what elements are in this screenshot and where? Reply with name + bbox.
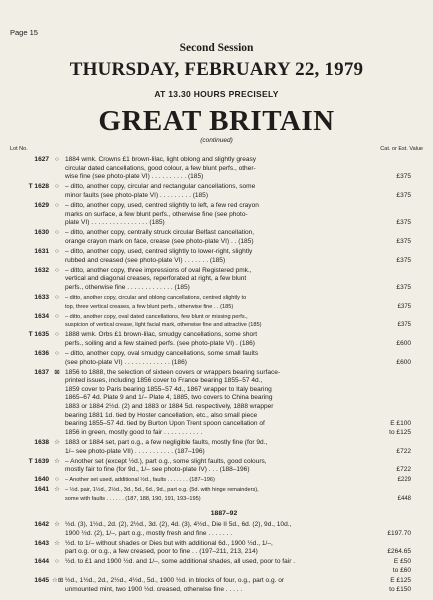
- lot-number: 1643: [34, 539, 49, 547]
- lot-value: [369, 577, 421, 594]
- lot-group-c: [0, 331, 433, 476]
- description-line: 1884 wmk. Crowns £1 brown-lilac, light oblong and slightly greasy: [65, 156, 257, 163]
- lot-value: [369, 369, 421, 438]
- description-line: plate VI) . . . . . . . . . . . . . . . . (185): [65, 219, 165, 227]
- sale-time: AT 13.30 HOURS PRECISELY: [154, 89, 279, 99]
- lot-description: [62, 248, 369, 265]
- lot-row: [0, 313, 433, 330]
- lot-value: [369, 248, 421, 265]
- value-line: £197.70: [387, 529, 411, 537]
- lot-row: [0, 156, 433, 182]
- value-line: [369, 229, 411, 238]
- lot-row: [0, 331, 433, 348]
- condition-symbol: ○: [55, 558, 59, 566]
- description-line: (see photo-plate VI) . . . . . . . . . . . . . (186): [65, 358, 187, 366]
- lot-description: [62, 540, 369, 557]
- lot-list: [0, 156, 433, 596]
- lot-number: 1632: [34, 266, 49, 274]
- description-line: ½d. (3), 1½d., 2d. (2), 2½d., 3d. (2), 4d. (3), 4½d., Die II 5d., 6d. (2), 9d., 10d.,: [65, 521, 292, 529]
- lot-number: 1642: [34, 521, 49, 529]
- lot-value: [369, 521, 421, 538]
- lot-row: [0, 558, 433, 575]
- description-line: 1883 or 1884 2½d. (2) and 1883 or 1884 5d. respectively, 1888 wrapper: [65, 403, 274, 411]
- value-line: £375: [396, 219, 411, 227]
- value-line: £264.65: [387, 548, 411, 556]
- description-line: ½d., 1½d., 2d., 2½d., 4½d., 5d., 1900 ½d. in blocks of four, o.g., part o.g. or: [65, 577, 285, 585]
- value-line: [369, 165, 411, 174]
- row-gap: [0, 594, 433, 596]
- description-line: – ditto, another copy, used, centred slightly to lower-right, slightly: [65, 247, 253, 255]
- lot-number: 1637: [34, 368, 49, 376]
- value-line: £600: [396, 358, 411, 366]
- lot-group-d: [0, 476, 433, 505]
- lot-value: [369, 458, 421, 475]
- value-line: [369, 211, 411, 220]
- lot-value: [369, 294, 421, 311]
- lot-value: [369, 229, 421, 246]
- session-title: Second Session: [179, 42, 254, 54]
- value-line: [369, 248, 411, 257]
- description-line: circular dated cancellations, good colour, a few blunt perfs., other-: [65, 164, 256, 172]
- value-line: £448: [397, 495, 411, 502]
- condition-symbol: ☆: [54, 521, 60, 529]
- lot-row: [0, 521, 433, 538]
- value-line: £375: [396, 191, 411, 199]
- lot-row: [0, 183, 433, 200]
- period-heading: 1887–92: [210, 510, 238, 518]
- lot-row: [0, 486, 433, 503]
- description-line: 1856 to 1888, the selection of sixteen covers or wrappers bearing surface-: [65, 368, 281, 376]
- lot-number: T 1635: [28, 331, 49, 339]
- description-line: 1888 wmk. Orbs £1 brown-lilac, smudgy cancellations, some short: [65, 331, 258, 339]
- lot-number: 1644: [34, 558, 49, 566]
- lot-description: [62, 521, 369, 538]
- description-line: – ditto, another copy, oval smudgy cancellations, some small faults: [65, 349, 259, 357]
- lot-description: [62, 156, 369, 182]
- condition-symbol: ○: [55, 349, 59, 357]
- value-line: [369, 403, 411, 412]
- lot-group-e: [0, 521, 433, 596]
- value-line: [369, 331, 411, 340]
- description-line: bearing 1855–57 4d. tied by Burton Upon Trent spoon cancellation of: [65, 420, 265, 428]
- condition-symbol: ○: [55, 183, 59, 191]
- description-line: ½d. to £1 and 1900 ½d. and 1/–, some additional shades, all used, poor to fair .: [65, 558, 296, 566]
- value-line: E £100: [390, 420, 411, 428]
- condition-symbol: ☆: [54, 539, 60, 547]
- lot-number: T 1628: [28, 183, 49, 191]
- description-line: – Another set used, additional ½d., faults . . . . . . . (187–196): [65, 477, 215, 484]
- value-line: to £60: [392, 567, 411, 575]
- value-line: £375: [396, 283, 411, 291]
- value-line: £375: [396, 256, 411, 264]
- condition-symbol: ○: [55, 156, 59, 163]
- description-line: – Another set (except ½d.), part o.g., some slight faults, good colours,: [65, 457, 267, 465]
- value-header: Cat. or Est. Value: [380, 146, 423, 152]
- value-line: [369, 521, 411, 530]
- lot-number: 1627: [34, 156, 49, 163]
- description-line: unmounted mint, two 1900 ½d. creased, otherwise fine . . . . .: [65, 585, 243, 593]
- value-line: [369, 275, 411, 284]
- description-line: – ditto, another copy, three impressions of oval Registered pmk.,: [65, 266, 252, 274]
- description-line: 1856 in green, mostly good to fair . . . . . . . . . . .: [65, 428, 203, 436]
- description-line: 1900 ½d. (2), 1/–, part o.g., mostly fresh and fine . . . . . . .: [65, 529, 233, 537]
- description-line: ½d. to 1/– without shades or Dies but with additional 6d., 1900 ½d., 1/–,: [65, 539, 273, 547]
- lot-value: [369, 183, 421, 200]
- lot-value: [369, 202, 421, 228]
- lot-description: [62, 267, 369, 293]
- condition-symbol: ○: [55, 247, 59, 255]
- value-line: £375: [396, 173, 411, 181]
- lot-row: [0, 248, 433, 265]
- lot-value: [369, 558, 421, 575]
- lot-number: 1633: [34, 293, 49, 301]
- lot-row: [0, 458, 433, 475]
- lot-description: [62, 294, 369, 311]
- description-line: printed issues, including 1856 cover to France bearing 1855–57 4d.,: [65, 377, 263, 385]
- lot-number: 1630: [34, 229, 49, 237]
- value-line: [369, 486, 411, 495]
- lot-description: [62, 313, 369, 330]
- value-line: E £125: [390, 577, 411, 585]
- description-line: top, three vertical creases, a few blunt perfs., otherwise fine . . (185): [65, 303, 234, 310]
- description-line: part o.g. or o.g., a few creased, poor to fine . . (197–211, 213, 214): [65, 548, 258, 556]
- value-line: £722: [396, 466, 411, 474]
- lot-description: [62, 229, 369, 246]
- value-line: £375: [397, 322, 411, 329]
- country-heading: GREAT BRITAIN: [98, 105, 335, 137]
- value-line: [369, 183, 411, 192]
- description-line: marks on surface, a few blunt perfs., otherwise fine (see photo-: [65, 210, 248, 218]
- lot-value: [369, 439, 421, 456]
- lot-description: [62, 202, 369, 228]
- description-line: rubbed and creased (see photo-plate VI) . . . . . . . (185): [65, 256, 226, 264]
- description-line: 1865–67 4d. Plate 9 and 1/– Plate 4, 1885, two covers to China bearing: [65, 394, 273, 402]
- lot-row: [0, 577, 433, 594]
- value-line: £722: [396, 447, 411, 455]
- condition-symbol: ○: [55, 293, 59, 301]
- value-line: [369, 439, 411, 448]
- value-line: [369, 267, 411, 276]
- value-line: [369, 458, 411, 467]
- row-gap: [0, 504, 433, 506]
- value-line: £600: [396, 339, 411, 347]
- condition-symbol: ○: [55, 476, 59, 484]
- value-line: £375: [397, 303, 411, 310]
- lot-value: [369, 331, 421, 348]
- value-line: £229: [397, 477, 411, 484]
- lot-description: [62, 369, 369, 438]
- lot-row: [0, 229, 433, 246]
- description-line: orange crayon mark on face, crease (see photo-plate VI) . . (185): [65, 237, 254, 245]
- description-line: – ditto, another copy, circular and rectangular cancellations, some: [65, 183, 256, 191]
- lot-number: 1629: [34, 201, 49, 209]
- description-line: bearing 1881 1d. tied by Hoster cancellation, etc., also small piece: [65, 411, 258, 419]
- description-line: – ditto, another copy, centrally struck circular Belfast cancellation,: [65, 229, 255, 237]
- description-line: perfs., soiling and a few stained perfs. (see photo-plate VI) . (186): [65, 339, 255, 347]
- description-line: some with faults . . . . . . (187, 188, 190, 191, 193–195): [65, 495, 201, 502]
- lot-number: 1640: [34, 476, 49, 484]
- condition-symbol: ☆⊞: [52, 577, 64, 585]
- lot-row: [0, 369, 433, 438]
- description-line: – ditto, another copy, used, centred slightly to left, a few red crayon: [65, 201, 259, 209]
- lot-description: [62, 331, 369, 348]
- value-line: to £150: [389, 585, 411, 593]
- lot-description: [62, 577, 369, 594]
- description-line: minor faults (see photo-plate VI) . . . . . . . . . (185): [65, 191, 208, 199]
- lot-value: [369, 540, 421, 557]
- lot-description: [62, 439, 369, 456]
- lot-number: 1631: [34, 247, 49, 255]
- value-line: E £50: [393, 558, 411, 566]
- continued-label: (continued): [200, 137, 233, 144]
- value-line: [369, 377, 411, 386]
- condition-symbol: ○: [55, 266, 59, 274]
- lot-value: [369, 267, 421, 293]
- lot-row: [0, 540, 433, 557]
- description-line: wise fine (see photo-plate VI) . . . . . . . . . . (185): [65, 173, 204, 181]
- description-line: – ditto, another copy, circular and oblong cancellations, centred slightly to: [65, 294, 247, 301]
- lot-number: 1634: [34, 312, 49, 320]
- value-line: [369, 386, 411, 395]
- lot-description: [62, 476, 369, 485]
- lot-row: [0, 439, 433, 456]
- lot-number: 1645: [34, 577, 49, 585]
- value-line: [369, 540, 411, 549]
- sale-date: THURSDAY, FEBRUARY 22, 1979: [69, 59, 364, 80]
- lot-description: [62, 183, 369, 200]
- lot-number: 1641: [34, 486, 49, 494]
- lot-number: T 1639: [28, 457, 49, 465]
- description-line: suspicion of vertical crease, light facial mark, otherwise fine and attractive (185): [65, 322, 262, 329]
- lot-description: [62, 486, 369, 503]
- value-line: [369, 394, 411, 403]
- lot-row: [0, 476, 433, 485]
- value-line: [369, 156, 411, 165]
- lot-description: [62, 458, 369, 475]
- condition-symbol: ○: [55, 312, 59, 320]
- description-line: – ½d. pair, 1½d., 2½d., 3d., 5d., 6d., 9d., part o.g. (5d. with hinge remainders),: [65, 487, 259, 494]
- description-line: 1/– see photo-plate VII) . . . . . . . . . . . (187–196): [65, 447, 205, 455]
- lot-group-a: [0, 156, 433, 294]
- lot-no-header: Lot No.: [10, 146, 28, 152]
- value-line: [369, 412, 411, 421]
- value-line: [369, 350, 411, 359]
- lot-number: 1636: [34, 349, 49, 357]
- value-line: to £125: [389, 428, 411, 436]
- description-line: 1859 cover to Paris bearing 1855–57 4d., 1867 wrapper to Italy bearing: [65, 385, 272, 393]
- lot-value: [369, 156, 421, 182]
- lot-group-b: [0, 294, 433, 331]
- lot-row: [0, 294, 433, 311]
- value-line: [369, 202, 411, 211]
- lot-row: [0, 202, 433, 228]
- condition-symbol: ☆: [54, 457, 60, 465]
- lot-value: [369, 313, 421, 330]
- value-line: [369, 313, 411, 322]
- description-line: – ditto, another copy, oval dated cancellations, few blunt or missing perfs.,: [65, 313, 248, 320]
- lot-description: [62, 350, 369, 367]
- value-line: [369, 369, 411, 378]
- value-line: [369, 294, 411, 303]
- value-line: £375: [396, 237, 411, 245]
- condition-symbol: ○: [55, 331, 59, 339]
- description-line: perfs., otherwise fine . . . . . . . . . . . . . (185): [65, 283, 190, 291]
- lot-value: [369, 350, 421, 367]
- lot-description: [62, 558, 369, 575]
- lot-row: [0, 350, 433, 367]
- condition-symbol: ☆: [54, 438, 60, 446]
- lot-number: 1638: [34, 438, 49, 446]
- condition-symbol: ○: [55, 229, 59, 237]
- condition-symbol: ☆: [54, 486, 60, 494]
- description-line: 1883 or 1884 set, part o.g., a few negligible faults, mostly fine (for 9d.,: [65, 438, 268, 446]
- lot-row: [0, 267, 433, 293]
- condition-symbol: ○: [55, 201, 59, 209]
- description-line: mostly fair to fine (for 9d., 1/– see photo-plate IV) . . . (188–196): [65, 466, 250, 474]
- lot-value: [369, 476, 421, 485]
- lot-value: [369, 486, 421, 503]
- page-number: Page 15: [10, 28, 38, 37]
- description-line: vertical and diagonal creases, reperforated at right, a few blunt: [65, 275, 247, 283]
- condition-symbol: ⊠: [54, 368, 60, 376]
